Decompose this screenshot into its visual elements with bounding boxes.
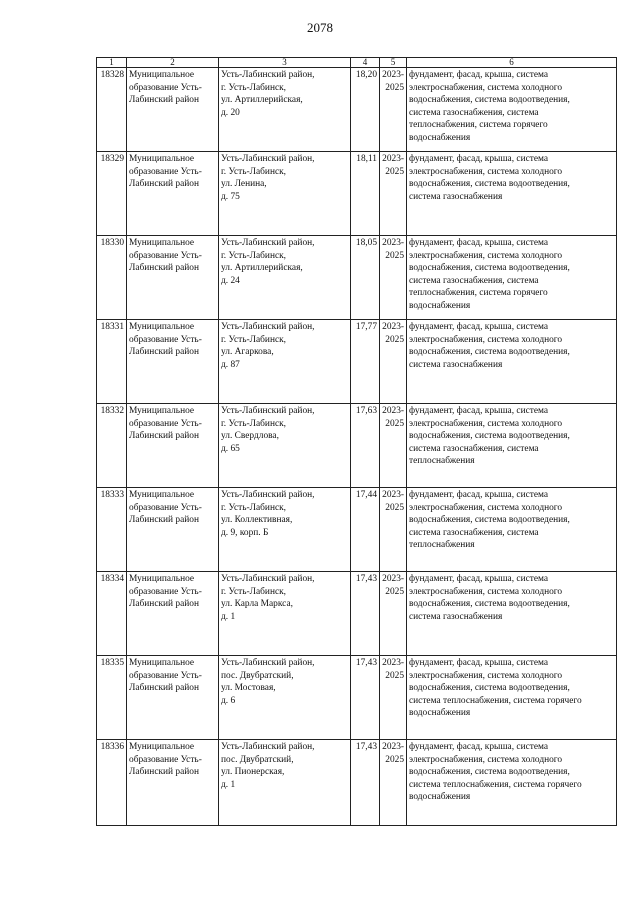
table-row <box>97 740 617 826</box>
cell-line: Муниципальное <box>129 658 195 668</box>
cell-line: Лабинский район <box>129 599 199 610</box>
cell-line: 2025 <box>385 502 404 513</box>
cell-line: система газоснабжения <box>409 191 503 202</box>
row-id-cell: 18328 <box>97 68 127 152</box>
cell-line: электроснабжения, система холодного <box>409 250 563 261</box>
municipality-cell <box>127 68 219 152</box>
cell-line: Муниципальное <box>129 742 195 752</box>
table-row <box>97 488 617 572</box>
municipality-cell <box>127 656 219 740</box>
cell-line: Лабинский район <box>129 767 199 778</box>
period-cell <box>380 488 407 572</box>
cell-line: Муниципальное <box>129 70 195 80</box>
cell-line: Лабинский район <box>129 431 199 442</box>
cell-line: электроснабжения, система холодного <box>409 418 563 429</box>
cell-line: д. 65 <box>221 443 240 454</box>
table-row <box>97 320 617 404</box>
row-id-cell: 18332 <box>97 404 127 488</box>
cell-line: водоснабжения <box>409 300 471 311</box>
cell-line: ул. Ленина, <box>221 179 267 190</box>
cell-line: водоснабжения, система водоотведения, <box>409 431 570 442</box>
cell-line: фундамент, фасад, крыша, система <box>409 574 549 584</box>
cell-line: 2025 <box>385 166 404 177</box>
cell-line: д. 24 <box>221 275 240 286</box>
cell-line: образование Усть- <box>129 754 202 765</box>
cell-line: 2025 <box>385 754 404 765</box>
cell-line: г. Усть-Лабинск, <box>221 250 287 261</box>
area-cell: 17,43 <box>351 656 380 740</box>
cell-line: Лабинский район <box>129 347 199 358</box>
works-cell <box>407 656 617 740</box>
cell-line: д. 20 <box>221 107 240 118</box>
cell-line: г. Усть-Лабинск, <box>221 502 287 513</box>
page-number: 2078 <box>307 20 333 35</box>
cell-line: 2023- <box>382 490 404 500</box>
cell-line: ул. Агаркова, <box>221 347 274 358</box>
works-cell <box>407 572 617 656</box>
cell-line: 2023- <box>382 658 404 668</box>
column-number: 4 <box>351 58 380 68</box>
cell-line: Лабинский район <box>129 515 199 526</box>
table-row <box>97 152 617 236</box>
period-cell <box>380 572 407 656</box>
cell-line: система газоснабжения, система <box>409 443 539 454</box>
cell-line: система газоснабжения <box>409 611 503 622</box>
cell-line: система газоснабжения <box>409 359 503 370</box>
cell-line: Усть-Лабинский район, <box>221 742 315 752</box>
registry-table <box>96 57 617 826</box>
period-cell <box>380 404 407 488</box>
area-cell: 18,11 <box>351 152 380 236</box>
works-cell <box>407 320 617 404</box>
table-row <box>97 236 617 320</box>
cell-line: водоснабжения, система водоотведения, <box>409 767 570 778</box>
registry-body <box>97 68 617 826</box>
cell-line: г. Усть-Лабинск, <box>221 82 287 93</box>
cell-line: водоснабжения, система водоотведения, <box>409 683 570 694</box>
cell-line: фундамент, фасад, крыша, система <box>409 70 549 80</box>
cell-line: фундамент, фасад, крыша, система <box>409 406 549 416</box>
period-cell <box>380 152 407 236</box>
cell-line: образование Усть- <box>129 82 202 93</box>
cell-line: д. 1 <box>221 611 236 622</box>
row-id-cell: 18334 <box>97 572 127 656</box>
cell-line: г. Усть-Лабинск, <box>221 418 287 429</box>
cell-line: д. 9, корп. Б <box>221 527 269 538</box>
cell-line: ул. Пионерская, <box>221 767 285 778</box>
cell-line: Усть-Лабинский район, <box>221 574 315 584</box>
cell-line: система газоснабжения, система <box>409 107 539 118</box>
row-id-cell: 18335 <box>97 656 127 740</box>
cell-line: г. Усть-Лабинск, <box>221 334 287 345</box>
cell-line: 2025 <box>385 82 404 93</box>
column-number-row <box>97 58 617 68</box>
cell-line: образование Усть- <box>129 586 202 597</box>
cell-line: теплоснабжения, система горячего <box>409 288 548 299</box>
cell-line: д. 1 <box>221 779 236 790</box>
cell-line: 2023- <box>382 154 404 164</box>
cell-line: Муниципальное <box>129 490 195 500</box>
cell-line: 2023- <box>382 322 404 332</box>
cell-line: Лабинский район <box>129 179 199 190</box>
cell-line: водоснабжения <box>409 132 471 143</box>
cell-line: ул. Свердлова, <box>221 431 279 442</box>
municipality-cell <box>127 152 219 236</box>
address-cell <box>219 320 351 404</box>
municipality-cell <box>127 740 219 826</box>
table-row <box>97 68 617 152</box>
row-id-cell: 18331 <box>97 320 127 404</box>
cell-line: ул. Коллективная, <box>221 515 293 526</box>
cell-line: электроснабжения, система холодного <box>409 754 563 765</box>
cell-line: система газоснабжения, система <box>409 527 539 538</box>
works-cell <box>407 488 617 572</box>
cell-line: д. 75 <box>221 191 240 202</box>
cell-line: электроснабжения, система холодного <box>409 670 563 681</box>
cell-line: электроснабжения, система холодного <box>409 334 563 345</box>
area-cell: 17,43 <box>351 740 380 826</box>
cell-line: 2025 <box>385 418 404 429</box>
cell-line: электроснабжения, система холодного <box>409 82 563 93</box>
cell-line: Лабинский район <box>129 95 199 106</box>
cell-line: фундамент, фасад, крыша, система <box>409 238 549 248</box>
cell-line: ул. Артиллерийская, <box>221 263 303 274</box>
cell-line: Муниципальное <box>129 154 195 164</box>
cell-line: 2023- <box>382 742 404 752</box>
cell-line: Усть-Лабинский район, <box>221 70 315 80</box>
period-cell <box>380 656 407 740</box>
works-cell <box>407 152 617 236</box>
cell-line: образование Усть- <box>129 250 202 261</box>
cell-line: система газоснабжения, система <box>409 275 539 286</box>
cell-line: электроснабжения, система холодного <box>409 502 563 513</box>
cell-line: водоснабжения, система водоотведения, <box>409 263 570 274</box>
area-cell: 17,63 <box>351 404 380 488</box>
cell-line: фундамент, фасад, крыша, система <box>409 154 549 164</box>
cell-line: теплоснабжения <box>409 540 475 551</box>
column-number: 6 <box>407 58 617 68</box>
address-cell <box>219 404 351 488</box>
address-cell <box>219 152 351 236</box>
cell-line: пос. Двубратский, <box>221 670 294 681</box>
municipality-cell <box>127 404 219 488</box>
address-cell <box>219 488 351 572</box>
cell-line: Усть-Лабинский район, <box>221 406 315 416</box>
cell-line: фундамент, фасад, крыша, система <box>409 322 549 332</box>
cell-line: Муниципальное <box>129 322 195 332</box>
cell-line: 2025 <box>385 586 404 597</box>
cell-line: водоснабжения, система водоотведения, <box>409 599 570 610</box>
cell-line: электроснабжения, система холодного <box>409 586 563 597</box>
row-id-cell: 18329 <box>97 152 127 236</box>
cell-line: образование Усть- <box>129 502 202 513</box>
address-cell <box>219 572 351 656</box>
period-cell <box>380 68 407 152</box>
cell-line: Лабинский район <box>129 263 199 274</box>
cell-line: водоснабжения <box>409 708 471 719</box>
cell-line: водоснабжения <box>409 792 471 803</box>
cell-line: теплоснабжения, система горячего <box>409 120 548 131</box>
table-row <box>97 656 617 740</box>
address-cell <box>219 68 351 152</box>
cell-line: образование Усть- <box>129 334 202 345</box>
cell-line: водоснабжения, система водоотведения, <box>409 347 570 358</box>
works-cell <box>407 740 617 826</box>
works-cell <box>407 404 617 488</box>
works-cell <box>407 68 617 152</box>
cell-line: фундамент, фасад, крыша, система <box>409 490 549 500</box>
cell-line: Муниципальное <box>129 574 195 584</box>
municipality-cell <box>127 236 219 320</box>
cell-line: Усть-Лабинский район, <box>221 490 315 500</box>
area-cell: 17,43 <box>351 572 380 656</box>
cell-line: образование Усть- <box>129 166 202 177</box>
cell-line: пос. Двубратский, <box>221 754 294 765</box>
cell-line: 2023- <box>382 574 404 584</box>
column-number: 2 <box>127 58 219 68</box>
area-cell: 17,44 <box>351 488 380 572</box>
cell-line: Усть-Лабинский район, <box>221 658 315 668</box>
cell-line: Усть-Лабинский район, <box>221 238 315 248</box>
cell-line: Муниципальное <box>129 406 195 416</box>
row-id-cell: 18333 <box>97 488 127 572</box>
cell-line: система теплоснабжения, система горячего <box>409 695 582 706</box>
column-number: 3 <box>219 58 351 68</box>
municipality-cell <box>127 320 219 404</box>
cell-line: фундамент, фасад, крыша, система <box>409 742 549 752</box>
cell-line: Усть-Лабинский район, <box>221 322 315 332</box>
cell-line: система теплоснабжения, система горячего <box>409 779 582 790</box>
row-id-cell: 18330 <box>97 236 127 320</box>
column-number: 5 <box>380 58 407 68</box>
row-id-cell: 18336 <box>97 740 127 826</box>
cell-line: образование Усть- <box>129 418 202 429</box>
period-cell <box>380 236 407 320</box>
municipality-cell <box>127 572 219 656</box>
cell-line: г. Усть-Лабинск, <box>221 166 287 177</box>
period-cell <box>380 320 407 404</box>
column-number: 1 <box>97 58 127 68</box>
cell-line: Усть-Лабинский район, <box>221 154 315 164</box>
area-cell: 17,77 <box>351 320 380 404</box>
cell-line: ул. Мостовая, <box>221 683 276 694</box>
area-cell: 18,05 <box>351 236 380 320</box>
area-cell: 18,20 <box>351 68 380 152</box>
cell-line: Муниципальное <box>129 238 195 248</box>
address-cell <box>219 236 351 320</box>
municipality-cell <box>127 488 219 572</box>
cell-line: теплоснабжения <box>409 456 475 467</box>
cell-line: 2025 <box>385 334 404 345</box>
cell-line: 2025 <box>385 250 404 261</box>
cell-line: электроснабжения, система холодного <box>409 166 563 177</box>
cell-line: водоснабжения, система водоотведения, <box>409 179 570 190</box>
cell-line: 2023- <box>382 238 404 248</box>
address-cell <box>219 656 351 740</box>
address-cell <box>219 740 351 826</box>
cell-line: ул. Карла Маркса, <box>221 599 293 610</box>
cell-line: Лабинский район <box>129 683 199 694</box>
cell-line: водоснабжения, система водоотведения, <box>409 95 570 106</box>
cell-line: д. 6 <box>221 695 236 706</box>
cell-line: водоснабжения, система водоотведения, <box>409 515 570 526</box>
cell-line: 2023- <box>382 70 404 80</box>
period-cell <box>380 740 407 826</box>
cell-line: д. 87 <box>221 359 240 370</box>
cell-line: ул. Артиллерийская, <box>221 95 303 106</box>
works-cell <box>407 236 617 320</box>
table-row <box>97 404 617 488</box>
cell-line: 2025 <box>385 670 404 681</box>
table-row <box>97 572 617 656</box>
cell-line: образование Усть- <box>129 670 202 681</box>
cell-line: г. Усть-Лабинск, <box>221 586 287 597</box>
cell-line: 2023- <box>382 406 404 416</box>
cell-line: фундамент, фасад, крыша, система <box>409 658 549 668</box>
